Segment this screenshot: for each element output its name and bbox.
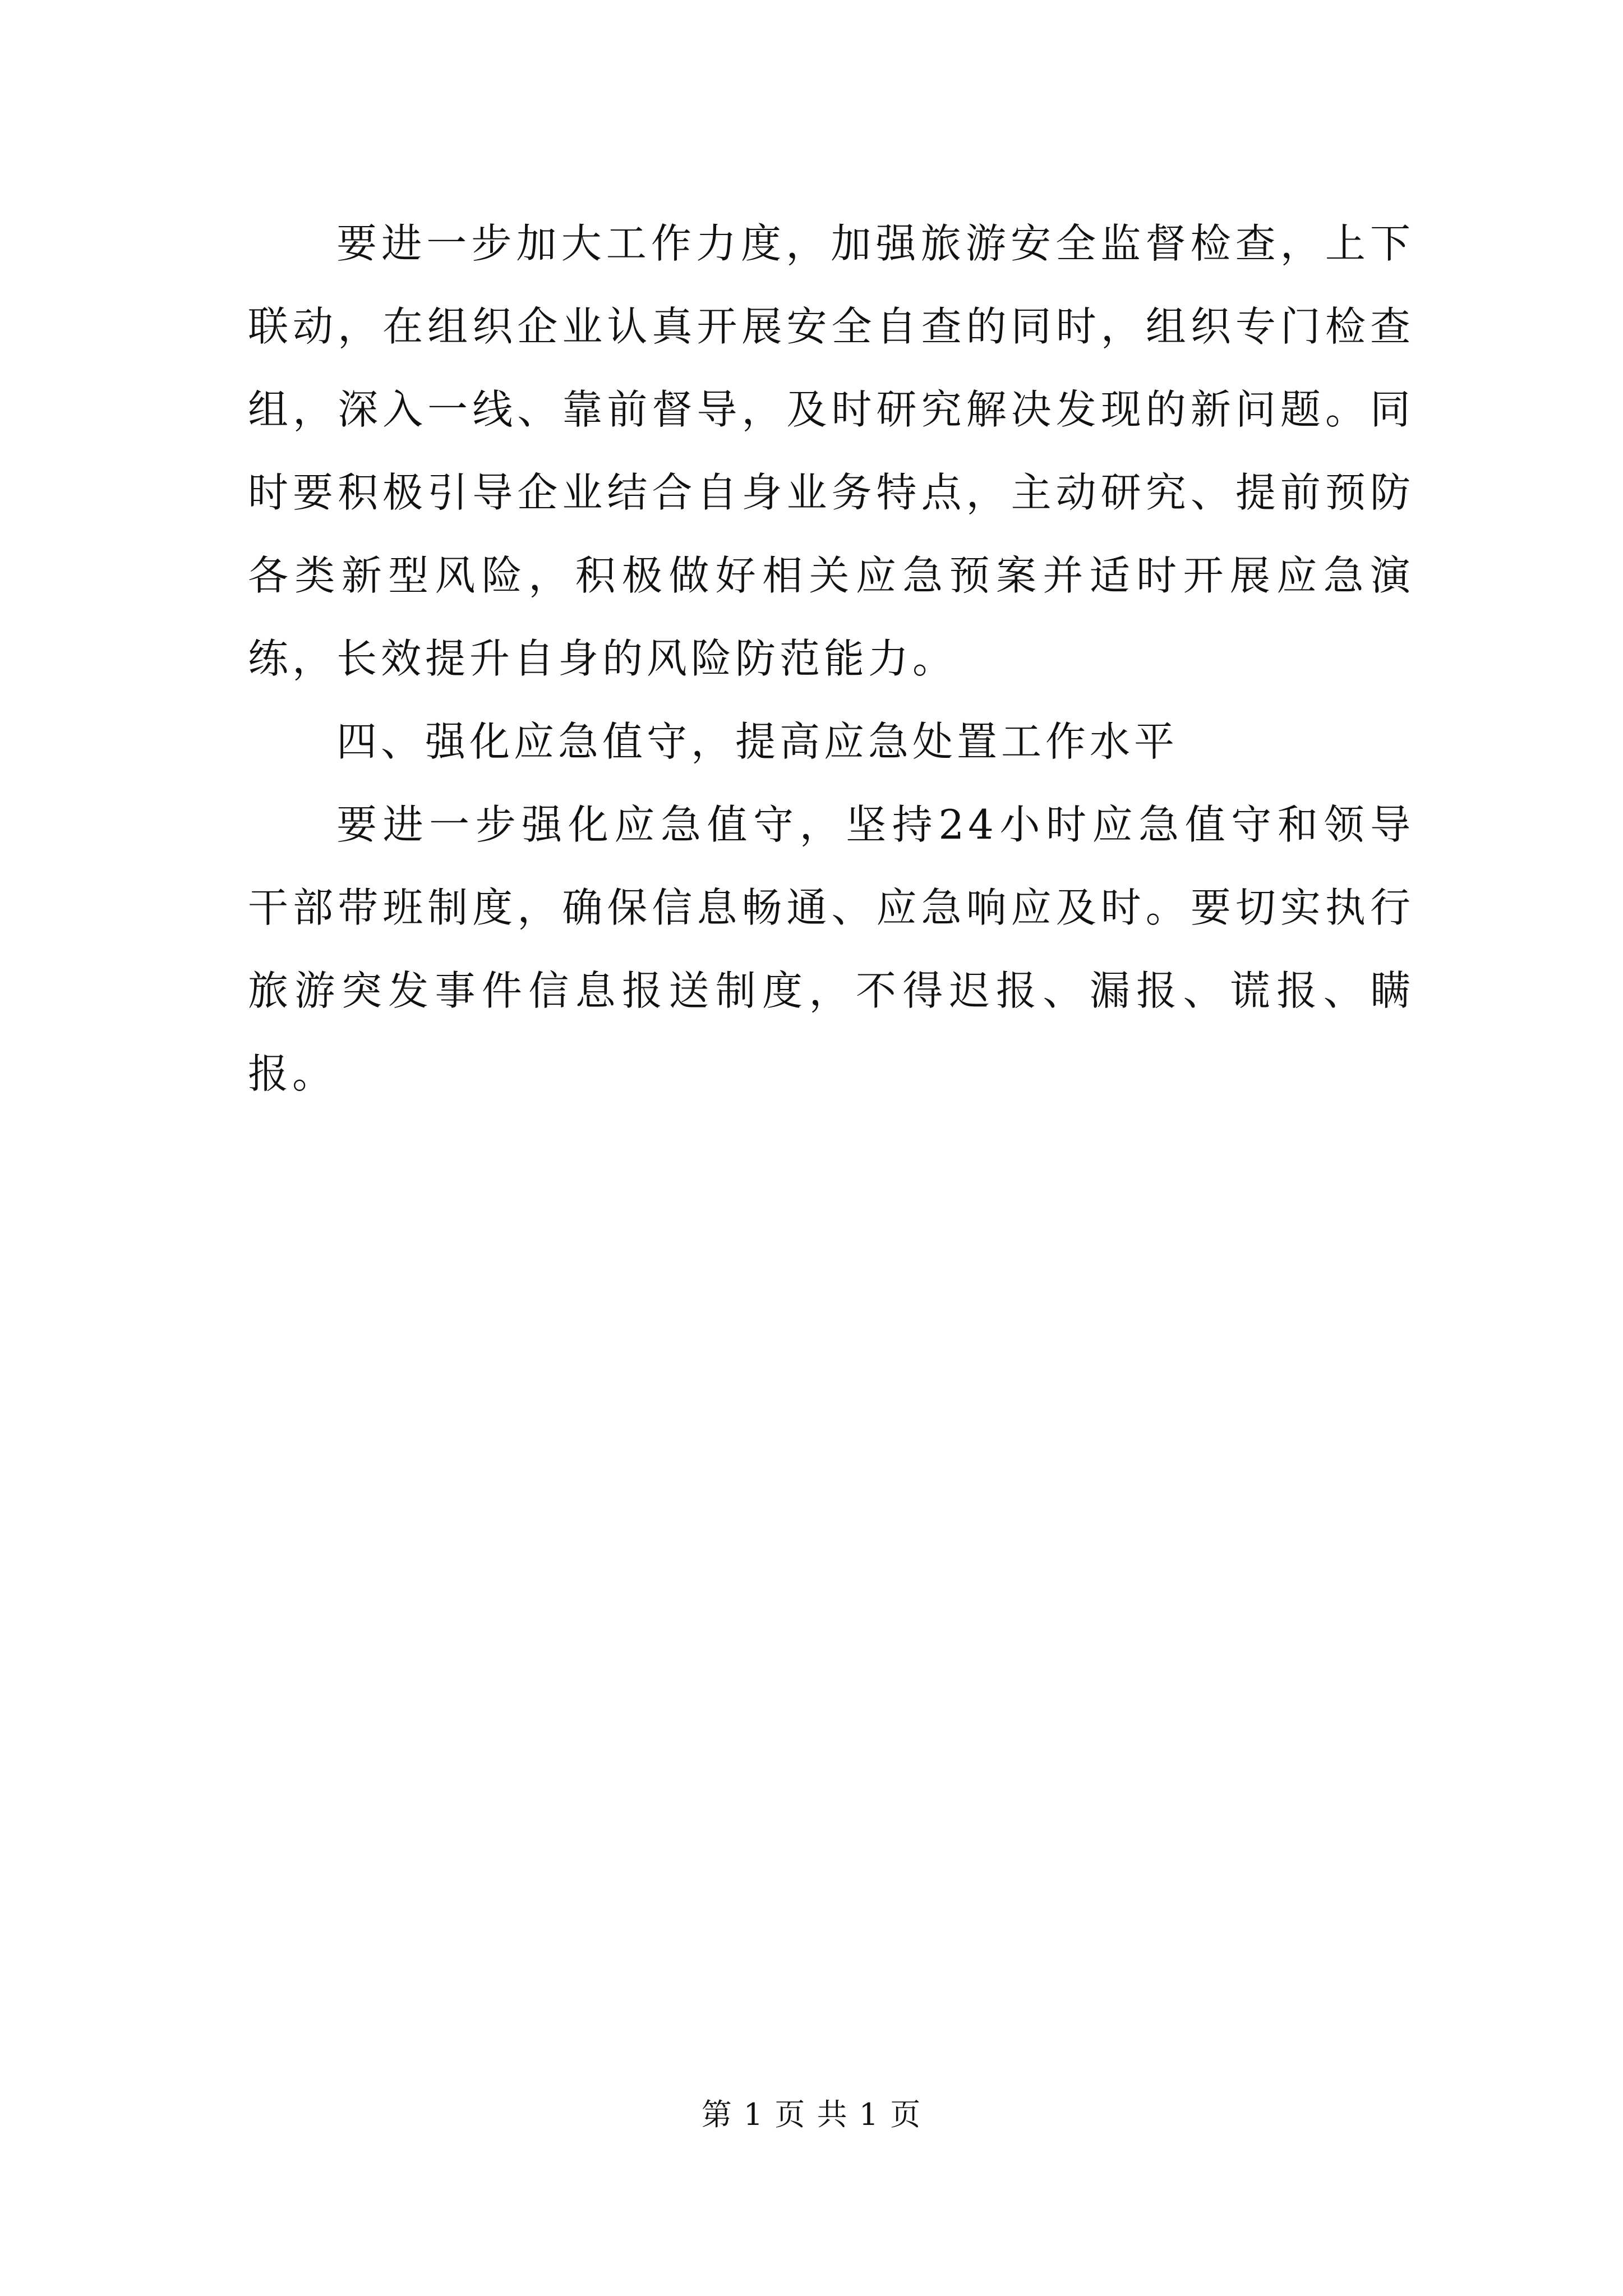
paragraph-duty: 要进一步强化应急值守，坚持24小时应急值守和领导干部带班制度，确保信息畅通、应急响应及时。要切实执行旅游突发事件信息报送制度，不得迟报、漏报、谎报、瞒报。	[248, 801, 1414, 1097]
paragraph-inspection: 要进一步加大工作力度，加强旅游安全监督检查，上下联动，在组织企业认真开展安全自查的同时，组织专门检查组，深入一线、靠前督导，及时研究解决发现的新问题。同时要积极引导企业结合自身业务特点，主动研究、提前预防各类新型风险，积极做好相关应急预案并适时开展应急演练，长效提升自身的风险防范能力。	[248, 220, 1414, 682]
document-body	[248, 202, 1414, 1115]
section-heading: 四、强化应急值守，提高应急处置工作水平	[336, 718, 1179, 765]
page-footer: 第 1 页 共 1 页	[701, 2097, 922, 2132]
